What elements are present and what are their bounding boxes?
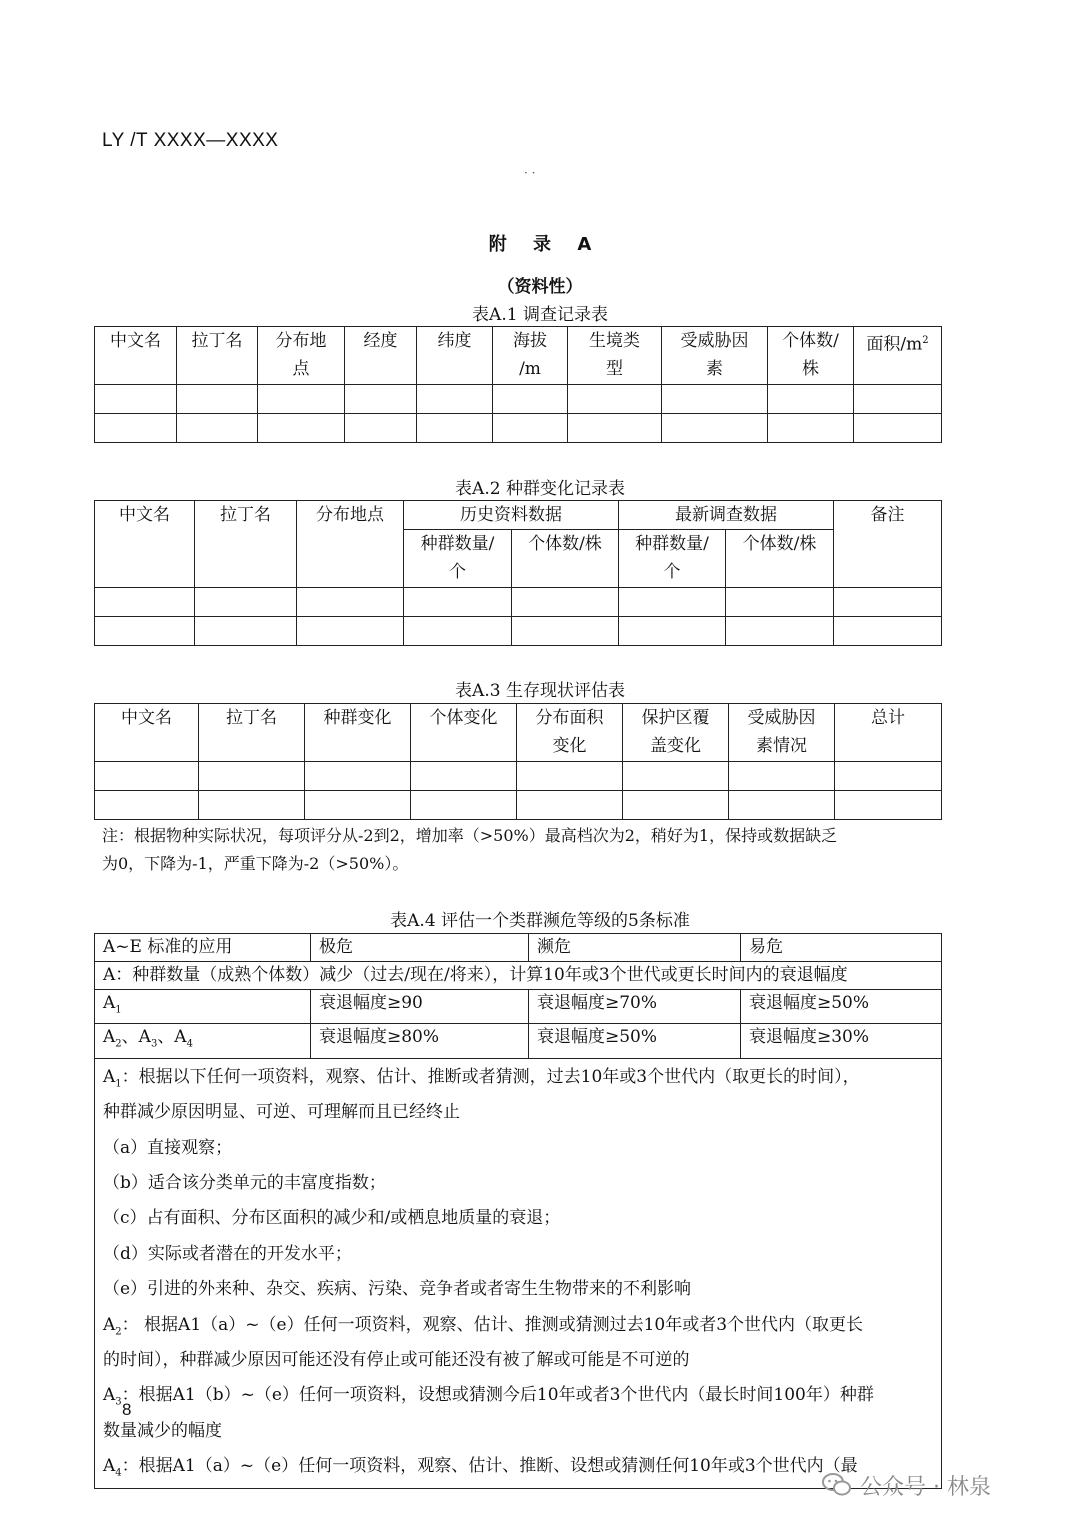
- table4-header: A~E 标准的应用: [95, 934, 311, 962]
- table2-subheader: 个体数/株: [726, 530, 834, 588]
- description-line: $A_4$：根据A1（a）~（e）任何一项资料，观察、估计、推断、设想或猜测任何10年或3个世代内（最: [103, 1456, 858, 1479]
- watermark-text: 公众号 · 林泉: [860, 1475, 991, 1500]
- table1-header: 海拔 /m: [493, 327, 568, 385]
- note-line: 注：根据物种实际状况，每项评分从-2到2，增加率（>50%）最高档次为2，稍好为1，保持或数据缺乏: [102, 826, 838, 845]
- description-line: $A_1$：根据以下任何一项资料，观察、估计、推断或者猜测，过去10年或3个世代内（取更长的时间），: [103, 1066, 860, 1090]
- description-line: （e）引进的外来种、杂交、疾病、污染、竞争者或者寄生生物带来的不利影响: [103, 1279, 692, 1300]
- table3-header: 分布面积 变化: [517, 704, 623, 762]
- description-line: （b）适合该分类单元的丰富度指数；: [103, 1172, 386, 1193]
- description-line: 数量减少的幅度: [103, 1420, 222, 1441]
- table4-row-a: [95, 962, 942, 990]
- threshold-cr: 衰退幅度≥90: [311, 990, 529, 1024]
- criterion-description: [95, 1058, 942, 1489]
- table3-header: 总计: [835, 704, 942, 762]
- table1-caption: 表A.1 调查记录表: [472, 305, 608, 325]
- table1-header: 个体数/ 株: [768, 327, 854, 385]
- description-line: （d）实际或者潜在的开发水平；: [103, 1243, 352, 1264]
- table4-row-a234: [95, 1024, 942, 1058]
- table3-empty-row: [95, 762, 942, 791]
- criterion-label: $A_1$: [95, 990, 311, 1024]
- table1-empty-row: [95, 414, 942, 443]
- table3-header: 个体变化: [411, 704, 517, 762]
- threshold-vu: 衰退幅度≥30%: [741, 1024, 942, 1058]
- table2-header: 分布地点: [297, 501, 404, 588]
- header-dots: · ·: [524, 166, 536, 180]
- criterion-a-text: A：种群数量（成熟个体数）减少（过去/现在/将来），计算10年或3个世代或更长时间内的衰退幅度: [95, 962, 942, 990]
- table2-empty-row: [95, 588, 942, 617]
- wechat-icon: [822, 1472, 852, 1504]
- watermark: [822, 1470, 991, 1504]
- table1-header: 纬度: [417, 327, 493, 385]
- description-line: 的时间），种群减少原因可能还没有停止或可能还没有被了解或可能是不可逆的: [103, 1349, 690, 1370]
- table1-header: 生境类 型: [568, 327, 662, 385]
- description-line: 种群减少原因明显、可逆、可理解而且已经终止: [103, 1102, 460, 1123]
- table1-header: 中文名: [95, 327, 177, 385]
- threshold-cr: 衰退幅度≥80%: [311, 1024, 529, 1058]
- table2-empty-row: [95, 617, 942, 646]
- table2-header: 最新调查数据: [619, 501, 834, 530]
- table3-note: [102, 822, 952, 878]
- table2-subheader: 种群数量/ 个: [404, 530, 512, 588]
- table1-header-row: [95, 327, 942, 385]
- table3-header: 中文名: [95, 704, 199, 762]
- table3-header-row: [95, 704, 942, 762]
- table1-header: 拉丁名: [177, 327, 258, 385]
- table3-header: 受威胁因 素情况: [729, 704, 835, 762]
- threshold-en: 衰退幅度≥50%: [529, 1024, 741, 1058]
- table1-header: 受威胁因 素: [662, 327, 768, 385]
- table4-row-a1: [95, 990, 942, 1024]
- description-line: （c）占有面积、分布区面积的减少和/或栖息地质量的衰退；: [103, 1208, 561, 1229]
- table4-caption: 表A.4 评估一个类群濒危等级的5条标准: [390, 911, 690, 931]
- table4-header: 极危: [311, 934, 529, 962]
- description-line: （a）直接观察；: [103, 1137, 233, 1158]
- note-line: 为0，下降为-1，严重下降为-2（>50%）。: [102, 854, 409, 873]
- table4-header: 濒危: [529, 934, 741, 962]
- table2-caption: 表A.2 种群变化记录表: [455, 479, 625, 499]
- appendix-title: [0, 230, 1080, 256]
- table1-header: 经度: [345, 327, 417, 385]
- appendix-subtitle: （资料性）: [497, 277, 583, 297]
- table4-header-row: [95, 934, 942, 962]
- table-a4: [94, 933, 942, 1489]
- table2-header: 备注: [834, 501, 942, 588]
- table3-header: 种群变化: [305, 704, 411, 762]
- table2-header-row: [95, 501, 942, 530]
- table2-subheader: 种群数量/ 个: [619, 530, 726, 588]
- table2-header: 中文名: [95, 501, 195, 588]
- appendix-title-part: 录: [533, 234, 552, 255]
- threshold-vu: 衰退幅度≥50%: [741, 990, 942, 1024]
- table1-header: 面积$/m^2$: [854, 327, 942, 385]
- appendix-title-part: 附: [488, 234, 507, 255]
- table2-header: 拉丁名: [195, 501, 297, 588]
- table3-header: 拉丁名: [199, 704, 305, 762]
- table2-subheader: 个体数/株: [512, 530, 619, 588]
- table1-empty-row: [95, 385, 942, 414]
- description-line: $A_3$：根据A1（b）~（e）任何一项资料，设想或猜测今后10年或者3个世代内（最长时间100年）种群: [103, 1385, 874, 1408]
- document-code: LY /T XXXX—XXXX: [102, 130, 279, 151]
- table-a1: [94, 326, 942, 443]
- threshold-en: 衰退幅度≥70%: [529, 990, 741, 1024]
- table4-header: 易危: [741, 934, 942, 962]
- appendix-title-part: A: [577, 234, 592, 255]
- table4-description-row: [95, 1058, 942, 1489]
- page-number: 8: [122, 1400, 132, 1419]
- table-a3: [94, 703, 942, 820]
- table-a2: [94, 500, 942, 646]
- table2-header: 历史资料数据: [404, 501, 619, 530]
- table3-empty-row: [95, 791, 942, 820]
- table3-caption: 表A.3 生存现状评估表: [455, 681, 625, 701]
- description-line: $A_2$： 根据A1（a）~（e）任何一项资料，观察、估计、推测或猜测过去10年或者3个世代内（取更长: [103, 1314, 864, 1337]
- criterion-label: $A_2$、$A_3$、$A_4$: [95, 1024, 311, 1058]
- table1-header: 分布地 点: [258, 327, 345, 385]
- table3-header: 保护区覆 盖变化: [623, 704, 729, 762]
